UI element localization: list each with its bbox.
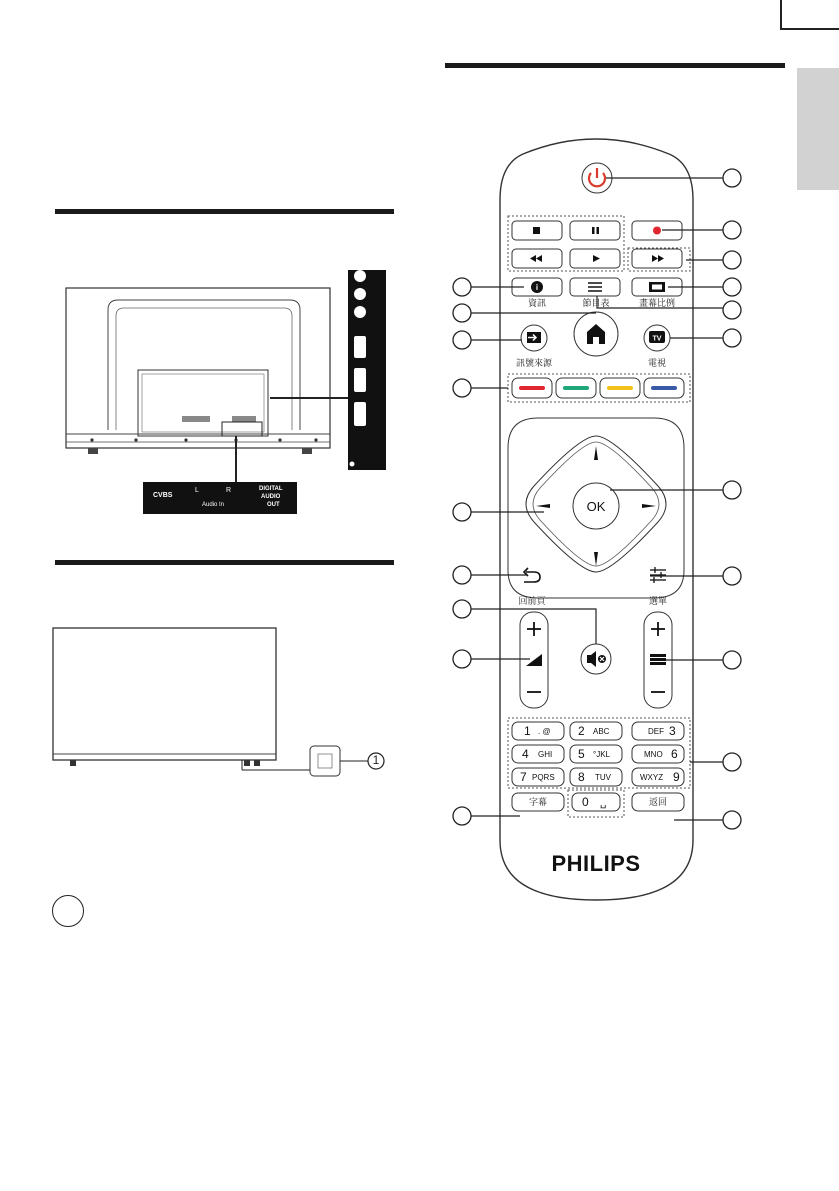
options-icon [650,567,666,583]
record-icon [653,227,661,235]
key-6-letters: MNO [644,750,663,759]
digital-label: DIGITAL [259,486,283,492]
remote-diagram [448,120,788,910]
back-label: 回前頁 [518,596,546,606]
out-label: OUT [267,502,280,508]
audio-l-label: L [195,487,199,494]
key-2-letters: ABC [593,727,610,736]
key-4-digit: 4 [522,747,529,761]
yellow-key-icon [607,386,633,390]
language-tab [797,68,839,190]
key-1-digit: 1 [524,724,531,738]
source-label: 訊號來源 [515,358,553,368]
brand-logo: PHILIPS [551,851,641,876]
key-5-letters: °JKL [593,750,610,759]
tv-icon [649,331,665,343]
key-3-letters: DEF [648,727,664,736]
aspect-ratio-icon [649,282,665,292]
options-label: 選單 [648,596,668,606]
connector-label-strip [143,482,297,514]
key-0-digit: 0 [582,795,589,809]
key-4-letters: GHI [538,750,553,759]
red-key-icon [519,386,545,390]
stop-icon [533,227,540,234]
key-7-letters: PQRS [532,773,555,782]
info-label: 資訊 [527,298,547,308]
key-0-letters: ␣ [600,798,607,809]
front-callout-number: 1 [372,753,380,767]
tv-label: 電視 [647,358,667,368]
key-3-digit: 3 [669,724,676,738]
section-rule-remote [445,63,785,68]
key-8-letters: TUV [595,773,611,782]
subtitle-label: 字幕 [528,797,548,807]
green-key-icon [563,386,589,390]
audio-label: AUDIO [261,494,281,500]
key-1-letters: . @ [538,727,551,736]
guide-label: 節目表 [582,298,610,308]
ok-label: OK [586,499,606,514]
audio-in-label: Audio In [202,502,225,508]
svg-text:TV: TV [652,335,662,343]
note-circle [52,895,84,927]
tv-front-diagram [50,620,390,810]
section-rule-front [55,560,394,565]
info-icon [531,281,543,293]
key-9-letters: WXYZ [640,773,664,782]
cvbs-label: CVBS [153,492,173,499]
section-rule-rear [55,209,394,214]
audio-r-label: R [226,487,232,494]
source-icon [527,332,541,343]
aspect-label: 畫幕比例 [638,298,676,308]
key-6-digit: 6 [671,747,678,761]
blue-key-icon [651,386,677,390]
page-corner-line-vertical [780,0,782,30]
key-5-digit: 5 [578,747,585,761]
key-8-digit: 8 [578,770,585,784]
key-2-digit: 2 [578,724,585,738]
key-7-digit: 7 [520,770,527,784]
exit-label: 返回 [648,797,668,807]
page-corner-line-horizontal [780,28,839,30]
svg-text:i: i [535,283,539,292]
key-9-digit: 9 [673,770,680,784]
teletext-icon [650,654,666,665]
